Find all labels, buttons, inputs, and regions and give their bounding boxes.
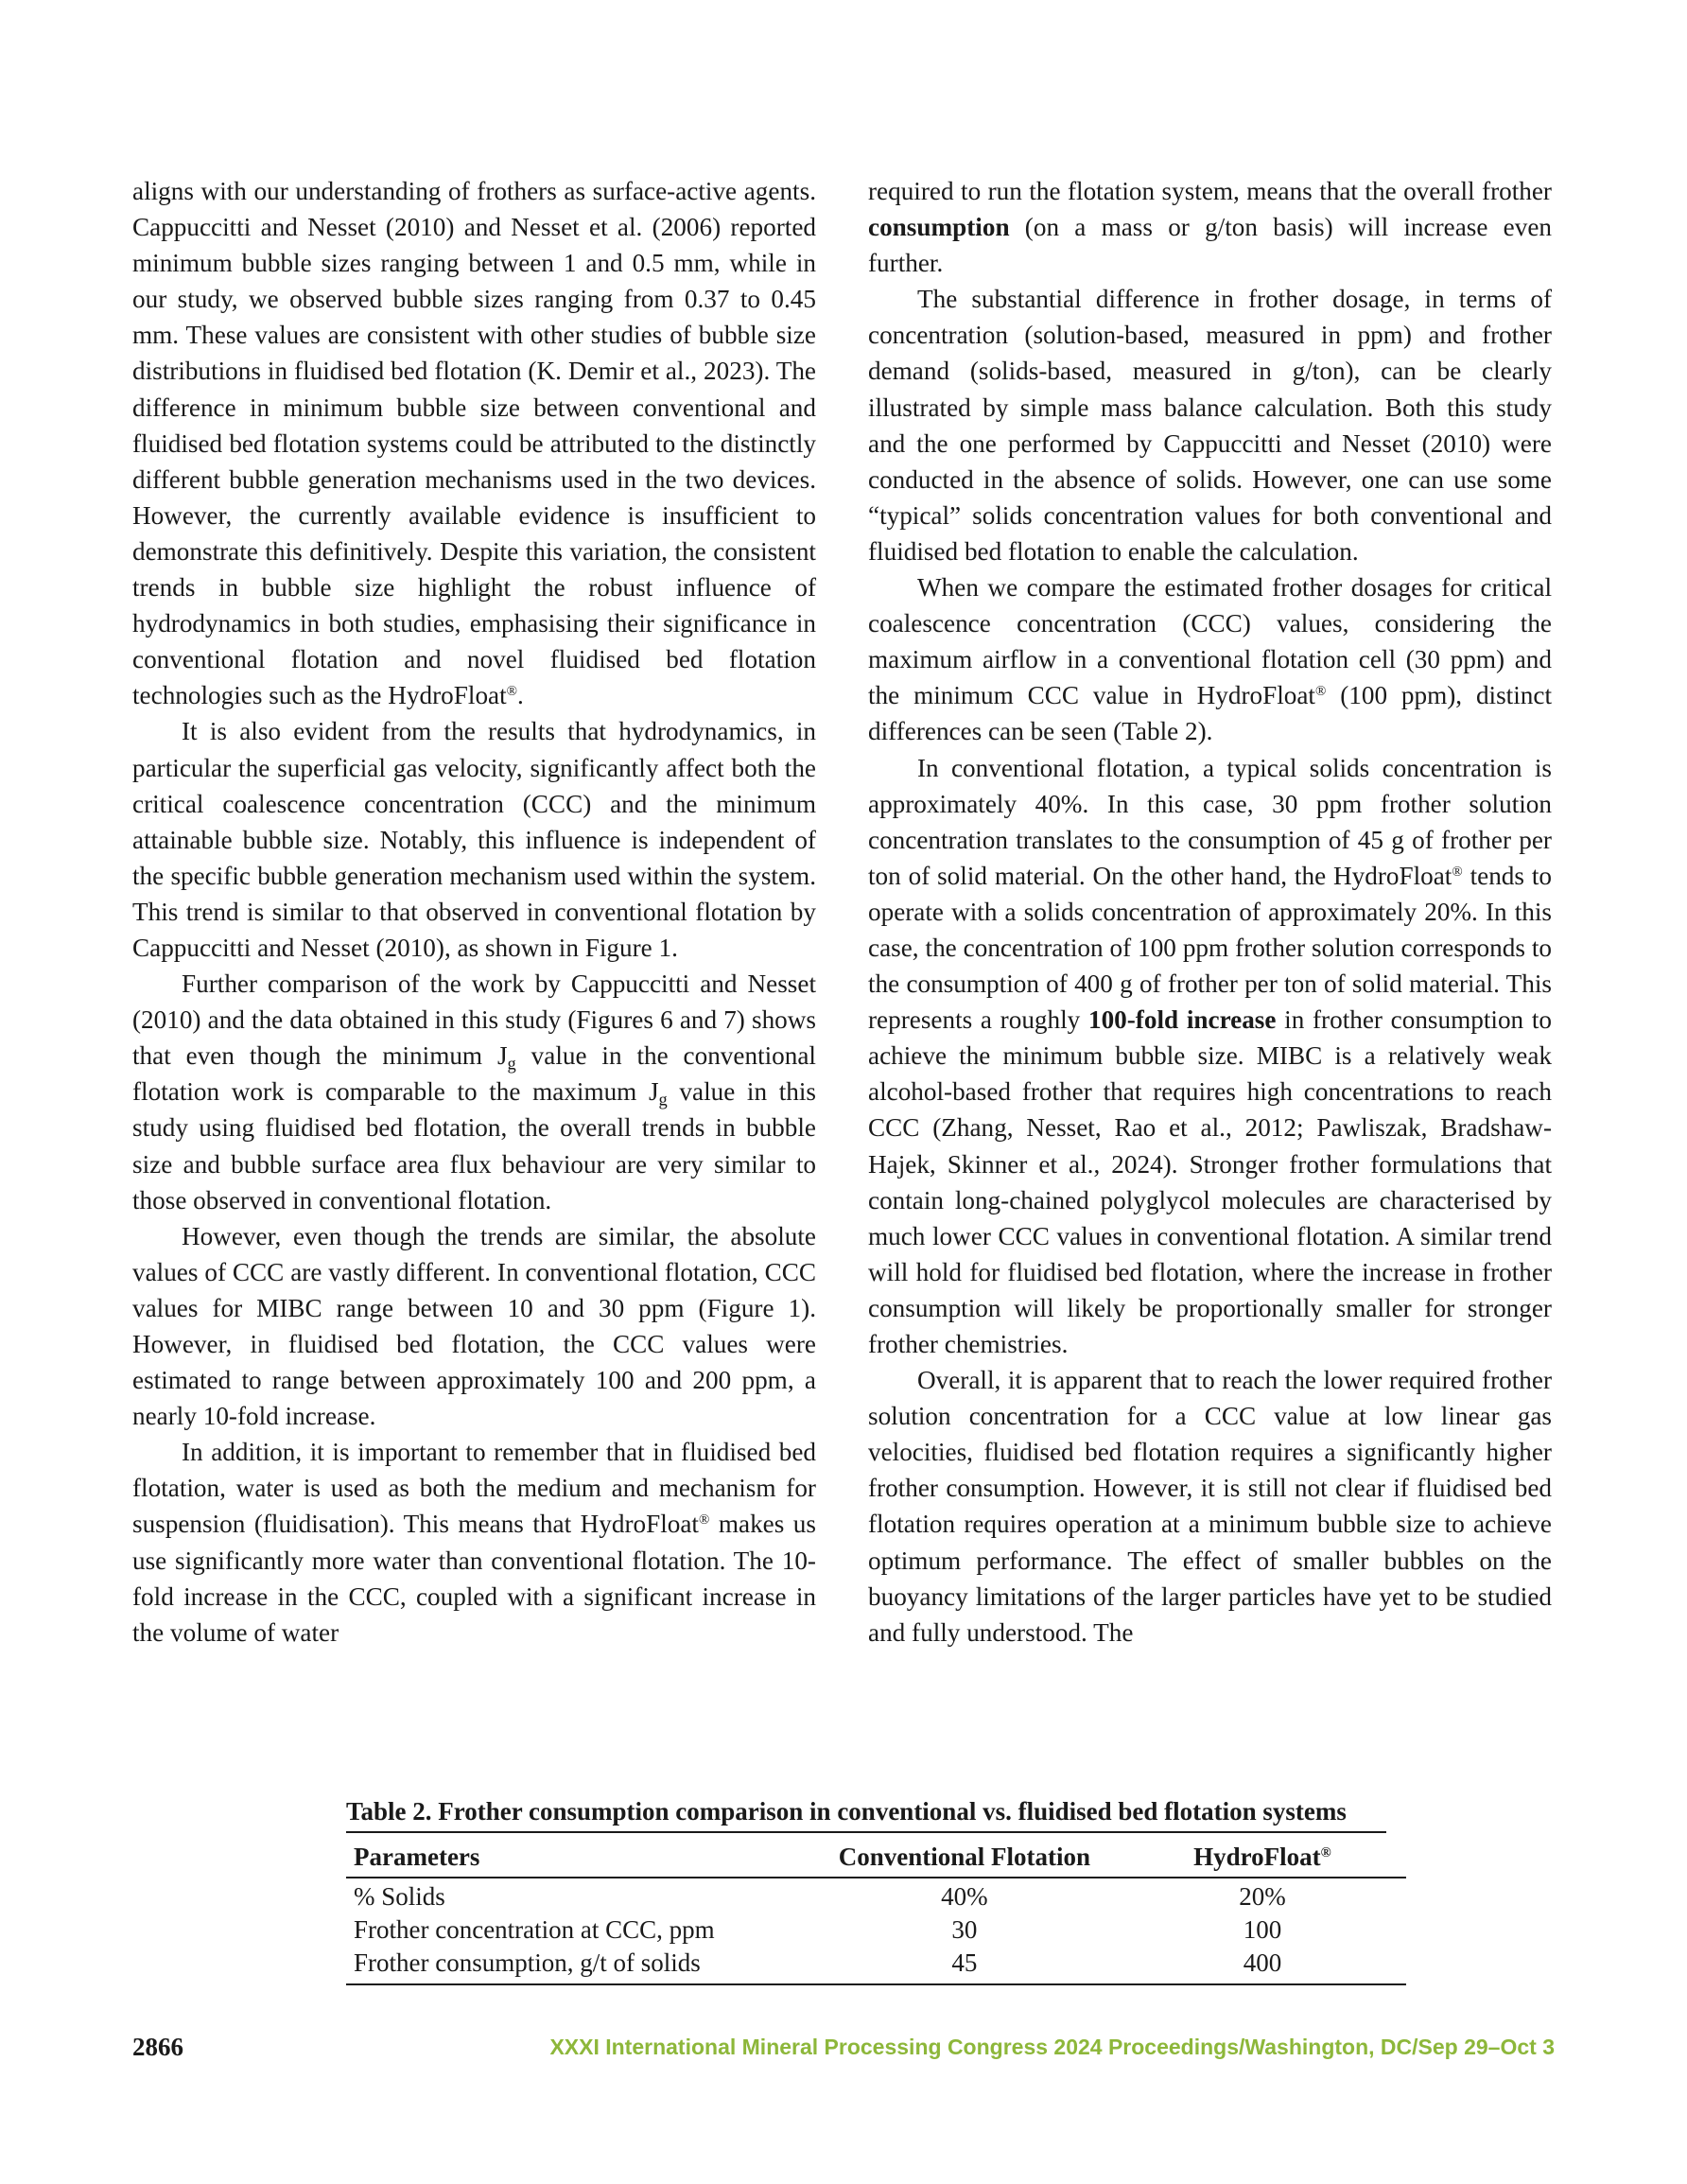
table-cell: % Solids: [354, 1882, 445, 1911]
bold-term: consumption: [868, 213, 1010, 242]
left-paragraph-5: In addition, it is important to remember that in fluidised bed flotation, water is used as both the medium and mechanism for suspension (fluidisation). This means that HydroFloat® makes us use significantly more water than conventional flotation. The 10-fold increase in the CCC, coupled with a significant increase in the volume of water: [132, 1438, 816, 1647]
subscript-g: g: [658, 1090, 668, 1109]
registered-mark: ®: [1315, 684, 1327, 700]
right-paragraph-1: required to run the flotation system, means that the overall frother consumption (on a mass or g/ton basis) will increase even further.: [868, 177, 1552, 278]
registered-mark: ®: [506, 684, 518, 700]
bold-term: 100-fold increase: [1087, 1005, 1277, 1035]
left-paragraph-2: It is also evident from the results that hydrodynamics, in particular the superficial gas velocity, significantly affect both the critical coalescence concentration (CCC) and the minimum attainable bubble size. Notably, this influence is independent of the specific bubble generation mechanism used within the system. This trend is similar to that observed in conventional flotation by Cappuccitti and Nesset (2010), as shown in Figure 1.: [132, 717, 816, 962]
right-column: [868, 173, 1552, 1651]
left-paragraph-4: However, even though the trends are similar, the absolute values of CCC are vastly different. In conventional flotation, CCC values for MIBC range between 10 and 30 ppm (Figure 1). However, in fluidised bed flotation, the CCC values were estimated to range between approximately 100 and 200 ppm, a nearly 10-fold increase.: [132, 1221, 816, 1431]
left-paragraph-3: Further comparison of the work by Cappuccitti and Nesset (2010) and the data obtained in this study (Figures 6 and 7) shows that even though the minimum $J_g$ value in the conventional flotation work is comparable to the maximum $J_g$ value in this study using fluidised bed flotation, the overall trends in bubble size and bubble surface area flux behaviour are very similar to those observed in conventional flotation.: [132, 970, 816, 1214]
right-paragraph-3: When we compare the estimated frother dosages for critical coalescence concentration (CCC) values, considering the maximum airflow in a conventional flotation cell (30 ppm) and the minimum CCC value in HydroFloat® (100 ppm), distinct differences can be seen (Table 2).: [868, 573, 1552, 746]
table-cell: 30: [951, 1915, 978, 1944]
table-row: [346, 1878, 1406, 1913]
left-paragraph-1: aligns with our understanding of frothers as surface-active agents. Cappuccitti and Nesset (2010) and Nesset et al. (2006) reported minimum bubble sizes ranging between 1 and 0.5 mm, while in our study, we observed bubble sizes ranging from 0.37 to 0.45 mm. These values are consistent with other studies of bubble size distributions in fluidised bed flotation (K. Demir et al., 2023). The difference in minimum bubble size between conventional and fluidised bed flotation systems could be attributed to the distinctly different bubble generation mechanisms used in the two devices. However, the currently available evidence is insufficient to demonstrate this definitively. Despite this variation, the consistent trends in bubble size highlight the robust influence of hydrodynamics in both studies, emphasising their significance in conventional flotation and novel fluidised bed flotation technologies such as the HydroFloat®.: [132, 177, 816, 710]
table-caption: Table 2. Frother consumption comparison in conventional vs. fluidised bed flotation systems: [346, 1795, 1386, 1833]
running-title: XXXI International Mineral Processing Congress 2024 Proceedings/Washington, DC/Sep 29–Oct 3: [549, 2035, 1555, 2059]
table-row: [346, 1947, 1406, 1984]
page-footer: [132, 2031, 1555, 2063]
header-parameters: Parameters: [346, 1835, 810, 1878]
header-hydrofloat: HydroFloat®: [1119, 1835, 1406, 1878]
data-table: [346, 1835, 1406, 1985]
header-conventional-flotation: Conventional Flotation: [810, 1835, 1119, 1878]
page-number: 2866: [132, 2033, 183, 2061]
left-column: [132, 173, 816, 1651]
table-header-row: [346, 1835, 1406, 1878]
table-row: [346, 1913, 1406, 1947]
table-cell: 100: [1243, 1915, 1282, 1944]
table-cell: Frother consumption, g/t of solids: [346, 1947, 810, 1984]
table-cell: Frother concentration at CCC, ppm: [354, 1915, 715, 1944]
table-cell: 400: [1119, 1947, 1406, 1984]
subscript-g: g: [507, 1054, 516, 1074]
table-cell: 45: [810, 1947, 1119, 1984]
table-2: [346, 1795, 1406, 1985]
table-cell: 40%: [941, 1882, 988, 1911]
registered-mark: ®: [1320, 1845, 1331, 1861]
right-paragraph-5: Overall, it is apparent that to reach the lower required frother solution concentration for a CCC value at low linear gas velocities, fluidised bed flotation requires a significantly higher frother consumption. However, it is still not clear if fluidised bed flotation requires operation at a minimum bubble size to achieve optimum performance. The effect of smaller bubbles on the buoyancy limitations of the larger particles have yet to be studied and fully understood. The: [868, 1366, 1552, 1647]
registered-mark: ®: [1452, 864, 1463, 880]
right-paragraph-2: The substantial difference in frother dosage, in terms of concentration (solution-based, measured in ppm) and frother demand (solids-based, measured in g/ton), can be clearly illustrated by simple mass balance calculation. Both this study and the one performed by Cappuccitti and Nesset (2010) were conducted in the absence of solids. However, one can use some “typical” solids concentration values for both conventional and fluidised bed flotation to enable the calculation.: [868, 285, 1552, 566]
right-paragraph-4: In conventional flotation, a typical solids concentration is approximately 40%. In this case, 30 ppm frother solution concentration translates to the consumption of 45 g of frother per ton of solid material. On the other hand, the HydroFloat® tends to operate with a solids concentration of approximately 20%. In this case, the concentration of 100 ppm frother solution corresponds to the consumption of 400 g of frother per ton of solid material. This represents a roughly 100-fold increase in frother consumption to achieve the minimum bubble size. MIBC is a relatively weak alcohol-based frother that requires high concentrations to reach CCC (Zhang, Nesset, Rao et al., 2012; Pawliszak, Bradshaw-Hajek, Skinner et al., 2024). Stronger frother formulations that contain long-chained polyglycol molecules are characterised by much lower CCC values in conventional flotation. A similar trend will hold for fluidised bed flotation, where the increase in frother consumption will likely be proportionally smaller for stronger frother chemistries.: [868, 753, 1552, 1358]
table-cell: 20%: [1239, 1882, 1286, 1911]
registered-mark: ®: [698, 1512, 710, 1529]
